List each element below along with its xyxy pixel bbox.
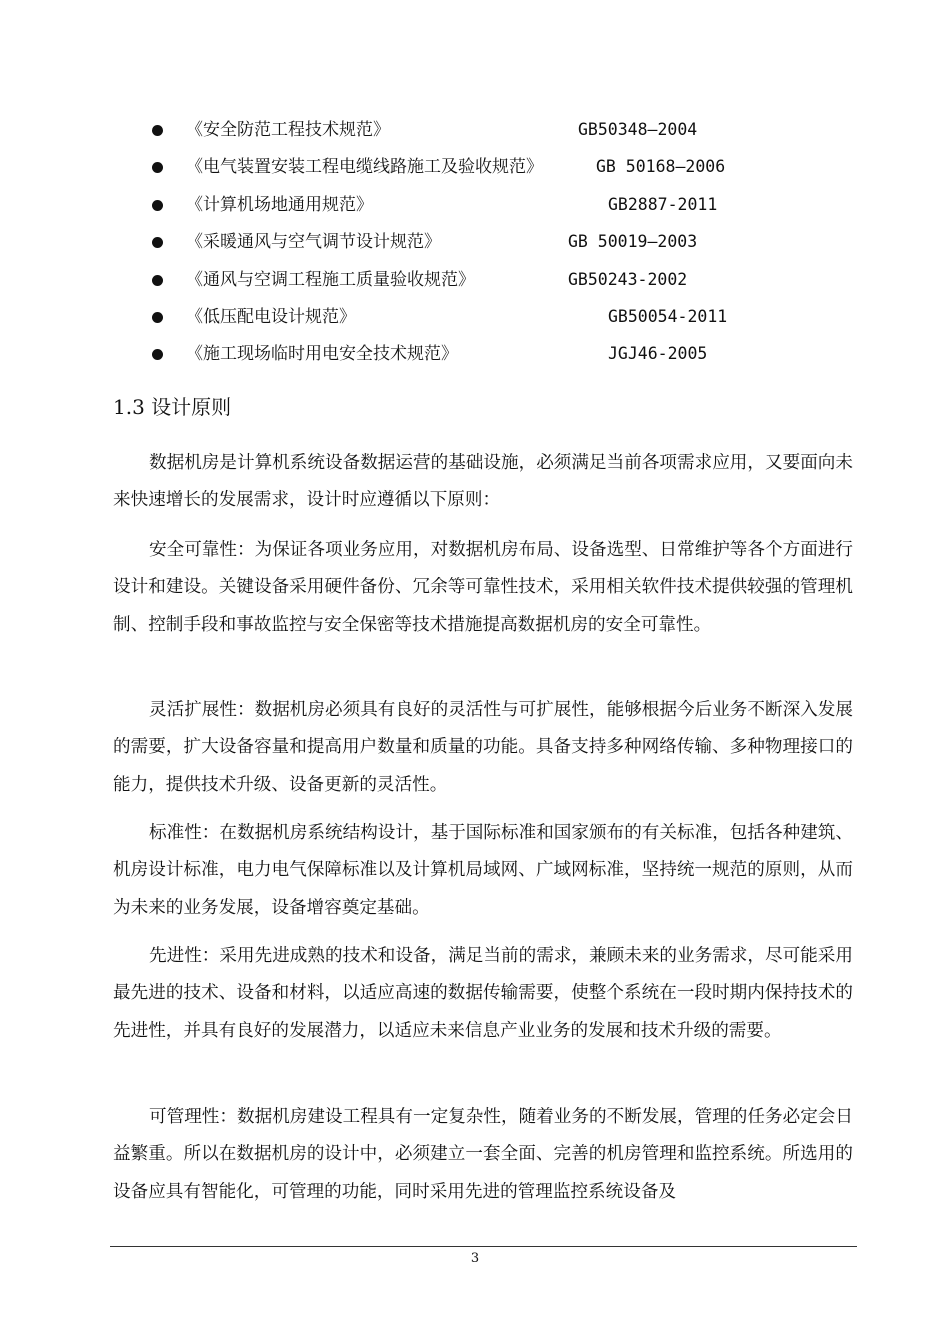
- standard-title: 《采暖通风与空气调节设计规范》: [186, 232, 441, 253]
- standard-code: GB50243-2002: [568, 269, 688, 289]
- standard-item: [150, 116, 770, 153]
- bullet-icon: [152, 312, 163, 323]
- standard-title: 《计算机场地通用规范》: [186, 194, 373, 215]
- standard-code: GB 50019—2003: [568, 232, 698, 252]
- bullet-icon: [152, 275, 163, 286]
- bullet-icon: [152, 125, 163, 136]
- footer-divider: [110, 1246, 857, 1247]
- standard-code: GB2887-2011: [608, 194, 718, 214]
- bullet-icon: [152, 162, 163, 173]
- standard-code: GB50348—2004: [578, 120, 698, 139]
- bullet-icon: [152, 200, 163, 211]
- standard-item: [150, 266, 770, 303]
- standard-code: GB50054-2011: [608, 306, 728, 326]
- bullet-icon: [152, 349, 163, 360]
- standard-title: 《低压配电设计规范》: [186, 306, 356, 327]
- standard-code: JGJ46-2005: [608, 344, 708, 364]
- standard-item: [150, 340, 770, 377]
- paragraph-standards: 标准性：在数据机房系统结构设计，基于国际标准和国家颁布的有关标准，包括各种建筑、机房设计标准，电力电气保障标准以及计算机局域网、广域网标准，坚持统一规范的原则，从而为未来的业务发展，设备增容奠定基础。: [113, 823, 853, 918]
- paragraph-manageability: 可管理性：数据机房建设工程具有一定复杂性，随着业务的不断发展，管理的任务必定会日益繁重。所以在数据机房的设计中，必须建立一套全面、完善的机房管理和监控系统。所选用的设备应具有智能化，可管理的功能，同时采用先进的管理监控系统设备及: [113, 1107, 853, 1202]
- standard-item: [150, 303, 770, 340]
- paragraph-intro: 数据机房是计算机系统设备数据运营的基础设施，必须满足当前各项需求应用，又要面向未来快速增长的发展需求，设计时应遵循以下原则：: [113, 453, 853, 511]
- paragraph-advanced: 先进性：采用先进成熟的技术和设备，满足当前的需求，兼顾未来的业务需求，尽可能采用最先进的技术、设备和材料，以适应高速的数据传输需要，使整个系统在一段时期内保持技术的先进性，并具有良好的发展潜力，以适应未来信息产业业务的发展和技术升级的需要。: [113, 946, 853, 1041]
- paragraph-reliability: 安全可靠性：为保证各项业务应用，对数据机房布局、设备选型、日常维护等各个方面进行设计和建设。关键设备采用硬件备份、冗余等可靠性技术，采用相关软件技术提供较强的管理机制、控制手段和事故监控与安全保密等技术措施提高数据机房的安全可靠性。: [113, 540, 853, 635]
- standard-title: 《安全防范工程技术规范》: [186, 120, 390, 140]
- bullet-icon: [152, 237, 163, 248]
- standard-item: [150, 153, 770, 190]
- standard-item: [150, 228, 770, 265]
- standard-title: 《通风与空调工程施工质量验收规范》: [186, 269, 475, 290]
- standard-code: GB 50168—2006: [596, 157, 726, 177]
- paragraph-scalability: 灵活扩展性：数据机房必须具有良好的灵活性与可扩展性，能够根据今后业务不断深入发展的需要，扩大设备容量和提高用户数量和质量的功能。具备支持多种网络传输、多种物理接口的能力，提供技术升级、设备更新的灵活性。: [113, 700, 853, 795]
- standard-item: [150, 191, 770, 228]
- section-heading: 1.3 设计原则: [113, 395, 232, 419]
- standards-list: [150, 116, 770, 378]
- page-number: 3: [470, 1251, 480, 1266]
- standard-title: 《电气装置安装工程电缆线路施工及验收规范》: [186, 157, 543, 178]
- standard-title: 《施工现场临时用电安全技术规范》: [186, 344, 458, 365]
